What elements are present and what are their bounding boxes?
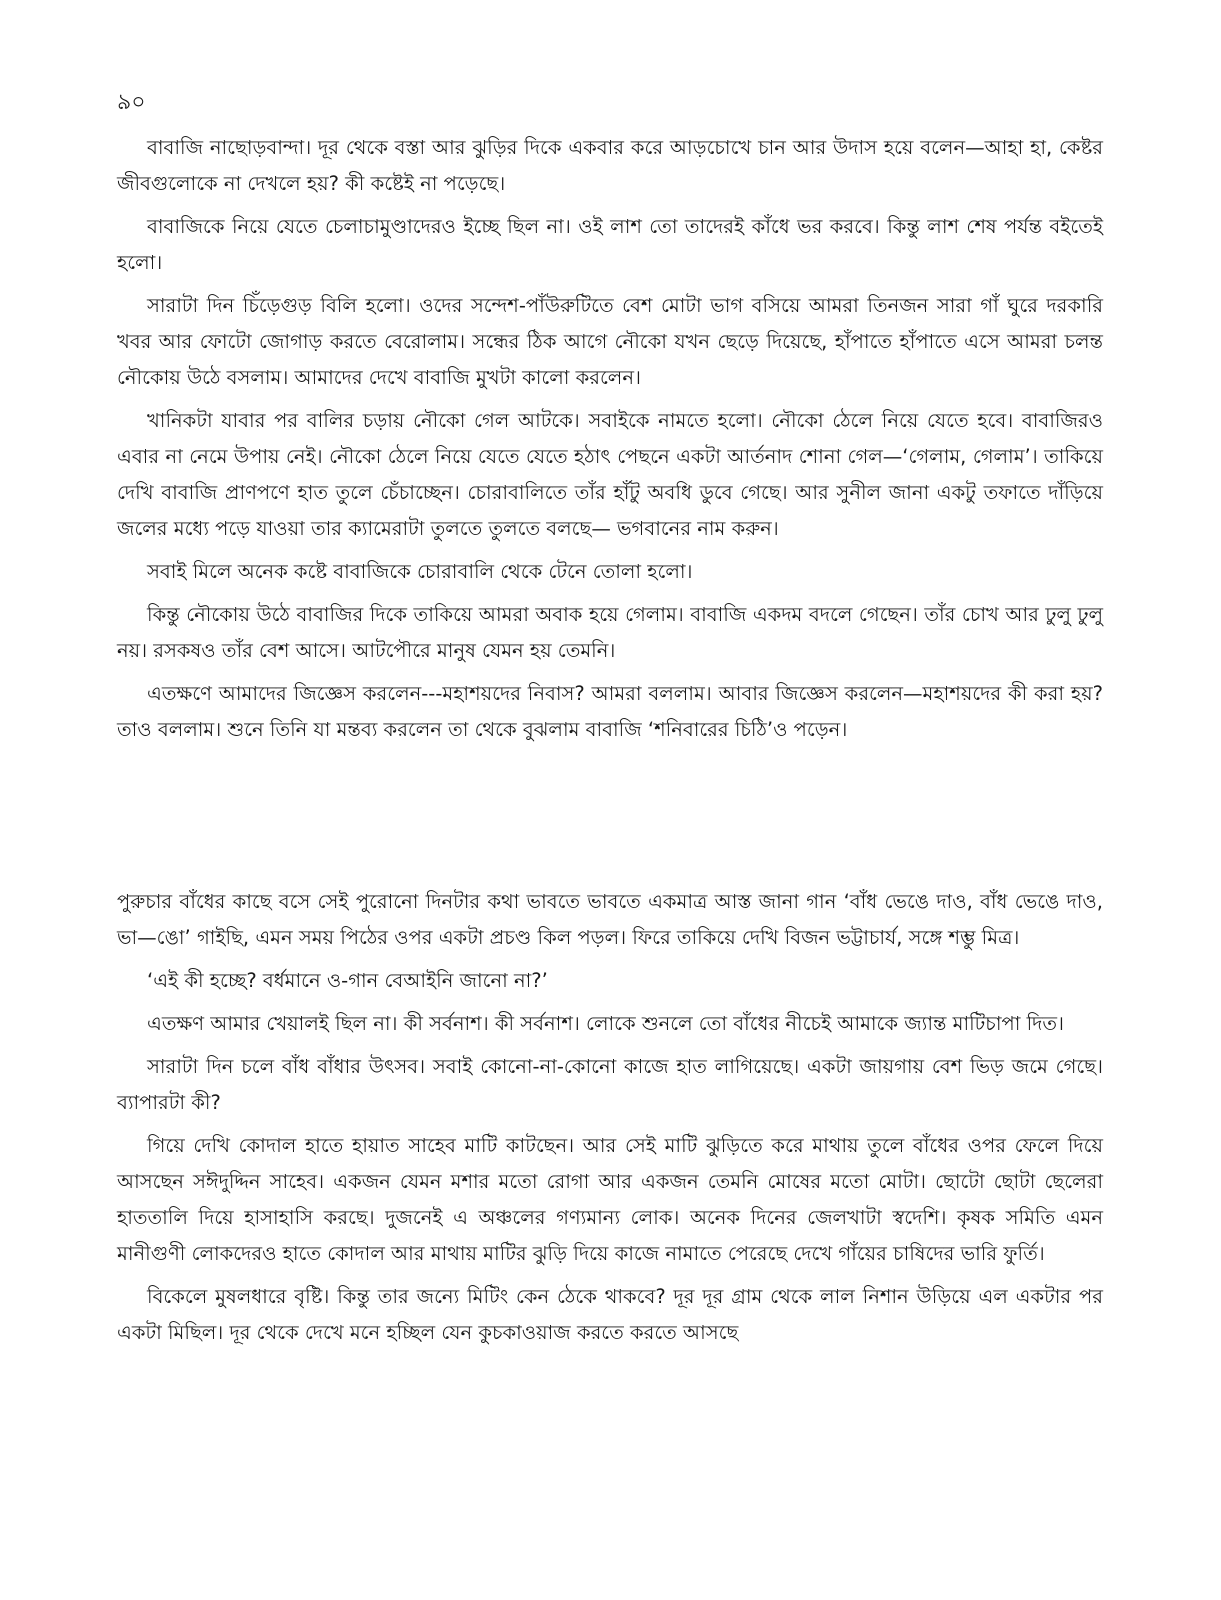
paragraph: বাবাজি নাছোড়বান্দা। দূর থেকে বস্তা আর ঝুড়ির দিকে একবার করে আড়চোখে চান আর উদাস হয়ে বলেন—আহা হা, কেষ্টর জীবগুলোকে না দেখলে হয়? কী কষ্টেই না পড়েছে। [117,136,1103,195]
paragraph: বাবাজিকে নিয়ে যেতে চেলাচামুণ্ডাদেরও ইচ্ছে ছিল না। ওই লাশ তো তাদেরই কাঁধে ভর করবে। কিন্তু লাশ শেষ পর্যন্ত বইতেই হলো। [117,215,1103,274]
paragraph: গিয়ে দেখি কোদাল হাতে হায়াত সাহেব মাটি কাটছেন। আর সেই মাটি ঝুড়িতে করে মাথায় তুলে বাঁধের ওপর ফেলে দিয়ে আসছেন সঈদুদ্দিন সাহেব। একজন যেমন মশার মতো রোগা আর একজন তেমনি মোষের মতো মোটা। ছোটো ছোটা ছেলেরা হাততালি দিয়ে হাসাহাসি করছে। দুজনেই এ অঞ্চলের গণ্যমান্য লোক। অনেক দিনের জেলখাটা স্বদেশি। কৃষক সমিতি এমন মানীগুণী লোকদেরও হাতে কোদাল আর মাথায় মাটির ঝুড়ি দিয়ে কাজে নামাতে পেরেছে দেখে গাঁয়ের চাষিদের ভারি ফুর্তি। [117,1134,1103,1265]
paragraph: সবাই মিলে অনেক কষ্টে বাবাজিকে চোরাবালি থেকে টেনে তোলা হলো। [147,560,693,583]
paragraph: এতক্ষণ আমার খেয়ালই ছিল না। কী সর্বনাশ। কী সর্বনাশ। লোকে শুনলে তো বাঁধের নীচেই আমাকে জ্যান্ত মাটিচাপা দিত। [147,1012,1064,1035]
paragraph: সারাটা দিন চলে বাঁধ বাঁধার উৎসব। সবাই কোনো-না-কোনো কাজে হাত লাগিয়েছে। একটা জায়গায় বেশ ভিড় জমে গেছে। ব্যাপারটা কী? [117,1055,1103,1114]
page-number: ৯০ [117,90,146,115]
text-section-2 [117,884,1103,1358]
paragraph: এতক্ষণে আমাদের জিজ্ঞেস করলেন---মহাশয়দের নিবাস? আমরা বললাম। আবার জিজ্ঞেস করলেন—মহাশয়দের কী করা হয়? তাও বললাম। শুনে তিনি যা মন্তব্য করলেন তা থেকে বুঝলাম বাবাজি ‘শনিবারের চিঠি’ও পড়েন। [117,682,1103,741]
paragraph: ‘এই কী হচ্ছে? বর্ধমানে ও-গান বেআইনি জানো না?’ [147,969,548,992]
paragraph: খানিকটা যাবার পর বালির চড়ায় নৌকো গেল আটকে। সবাইকে নামতে হলো। নৌকো ঠেলে নিয়ে যেতে হবে। বাবাজিরও এবার না নেমে উপায় নেই। নৌকো ঠেলে নিয়ে যেতে যেতে হঠাৎ পেছনে একটা আর্তনাদ শোনা গেল—‘গেলাম, গেলাম’। তাকিয়ে দেখি বাবাজি প্রাণপণে হাত তুলে চেঁচাচ্ছেন। চোরাবালিতে তাঁর হাঁটু অবধি ডুবে গেছে। আর সুনীল জানা একটু তফাতে দাঁড়িয়ে জলের মধ্যে পড়ে যাওয়া তার ক্যামেরাটা তুলতে তুলতে বলছে— ভগবানের নাম করুন। [117,409,1103,540]
paragraph: পুরুচার বাঁধের কাছে বসে সেই পুরোনো দিনটার কথা ভাবতে ভাবতে একমাত্র আস্ত জানা গান ‘বাঁধ ভেঙে দাও, বাঁধ ভেঙে দাও, ভা—ঙো’ গাইছি, এমন সময় পিঠের ওপর একটা প্রচণ্ড কিল পড়ল। ফিরে তাকিয়ে দেখি বিজন ভট্টাচার্য, সঙ্গে শম্ভু মিত্র। [117,890,1103,949]
paragraph: সারাটা দিন চিঁড়েগুড় বিলি হলো। ওদের সন্দেশ-পাঁউরুটিতে বেশ মোটা ভাগ বসিয়ে আমরা তিনজন সারা গাঁ ঘুরে দরকারি খবর আর ফোটো জোগাড় করতে বেরোলাম। সন্ধের ঠিক আগে নৌকো যখন ছেড়ে দিয়েছে, হাঁপাতে হাঁপাতে এসে আমরা চলন্ত নৌকোয় উঠে বসলাম। আমাদের দেখে বাবাজি মুখটা কালো করলেন। [117,294,1103,389]
text-section-1 [117,130,1103,755]
paragraph: বিকেলে মুষলধারে বৃষ্টি। কিন্তু তার জন্যে মিটিং কেন ঠেকে থাকবে? দূর দূর গ্রাম থেকে লাল নিশান উড়িয়ে এল একটার পর একটা মিছিল। দূর থেকে দেখে মনে হচ্ছিল যেন কুচকাওয়াজ করতে করতে আসছে [117,1285,1103,1344]
paragraph: কিন্তু নৌকোয় উঠে বাবাজির দিকে তাকিয়ে আমরা অবাক হয়ে গেলাম। বাবাজি একদম বদলে গেছেন। তাঁর চোখ আর ঢুলু ঢুলু নয়। রসকষও তাঁর বেশ আসে। আটপৌরে মানুষ যেমন হয় তেমনি। [117,603,1103,662]
